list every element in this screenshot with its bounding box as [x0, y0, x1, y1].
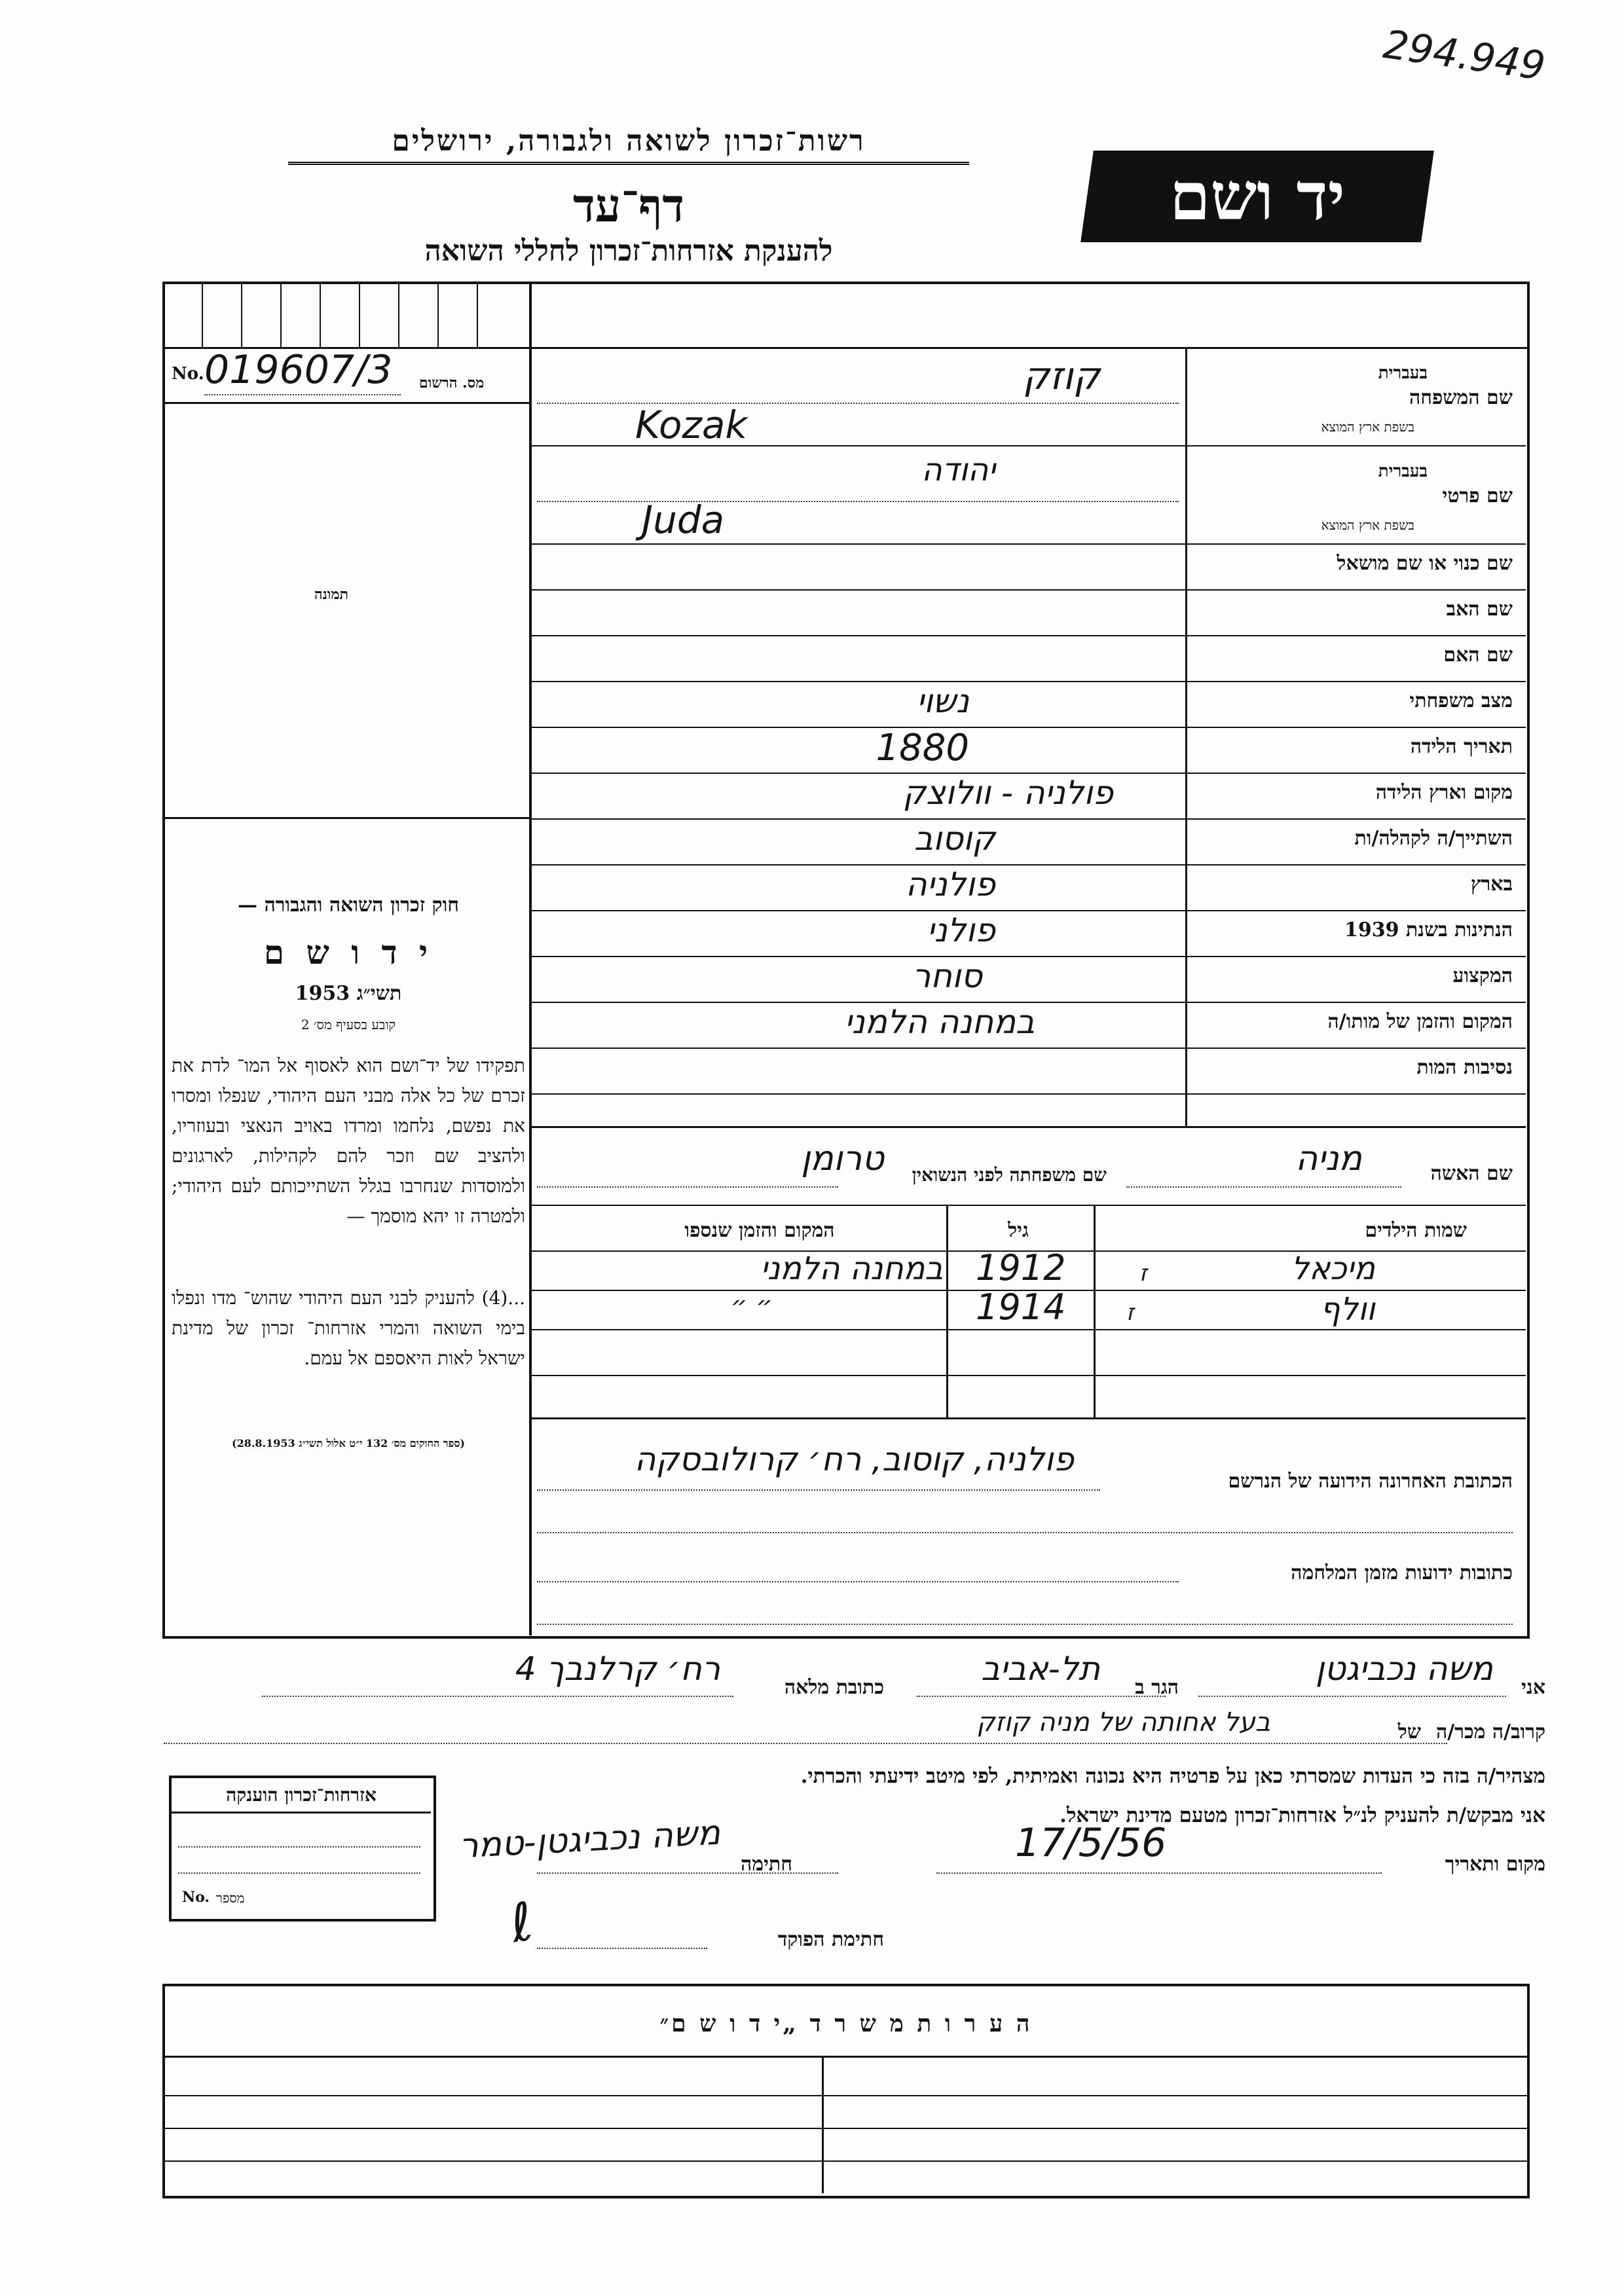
marital-status-value: נשוי	[916, 682, 969, 720]
law-year: תשי״ג 1953	[295, 982, 402, 1005]
marital-status-label: מצב משפחתי	[1409, 689, 1513, 712]
citizenship-box-number-label: מספר	[216, 1890, 245, 1906]
law-citation: (ספר החוקים מס׳ 132 י״ט אלול תשי״ג 28.8.1953)	[232, 1437, 465, 1449]
death-circumstances-label: נסיבות המות	[1416, 1056, 1513, 1079]
child-2-name: וולף	[1320, 1291, 1375, 1328]
child-2-place: ״ ״	[730, 1291, 773, 1321]
war-addresses-label: כתובות ידועות מזמן המלחמה	[1291, 1561, 1513, 1584]
last-address-label: הכתובת האחרונה הידועה של הנרשם	[1228, 1470, 1513, 1493]
photo-label: תמונה	[314, 586, 348, 603]
family-name-label: שם המשפחה	[1409, 386, 1513, 409]
child-1-age: 1912	[976, 1247, 1066, 1288]
witness-declaration: מצהיר/ה בזה כי העדות שמסרתי כאן על פרטיה היא נכונה ואמיתית, לפי מיטב ידיעתי והכרתי.	[800, 1764, 1545, 1788]
law-clause: קובע בסעיף מס׳ 2	[301, 1017, 396, 1032]
first-name-origin-label: בשפת ארץ המוצא	[1321, 517, 1414, 533]
witness-address: רח׳ קרלנבך 4	[515, 1650, 720, 1688]
citizenship-1939-label: הנתינות בשנת 1939	[1344, 919, 1513, 941]
country-label: בארץ	[1470, 873, 1513, 896]
country-value: פולניה	[905, 866, 995, 903]
first-name-label: שם פרטי	[1442, 484, 1513, 507]
form-subtitle: להענקת אזרחות־זכרון לחללי השואה	[424, 234, 833, 268]
witness-city: תל-אביב	[981, 1650, 1100, 1688]
family-name-origin-label: בשפת ארץ המוצא	[1321, 419, 1414, 435]
family-name-hebrew-label: בעברית	[1378, 363, 1428, 383]
signature-label: חתימה	[741, 1853, 792, 1876]
registration-number: 019607/3	[204, 347, 393, 393]
witness-i-label: אני	[1521, 1676, 1545, 1699]
wife-maiden-label: שם משפחתה לפני הנשואין	[912, 1164, 1107, 1186]
father-name-label: שם האב	[1446, 598, 1513, 621]
wife-maiden-value: טרומן	[801, 1139, 884, 1178]
death-place-value: במחנה הלמני	[844, 1003, 1035, 1041]
label-column-divider	[1185, 347, 1187, 1126]
authority-title: רשות־זכרון לשואה ולגבורה, ירושלים	[288, 124, 969, 165]
witness-relation-label: קרוב/ה מכר/ה	[1436, 1721, 1545, 1743]
child-1-place: במחנה הלמני	[760, 1250, 943, 1287]
family-name-hebrew-value: קוזק	[1022, 354, 1100, 398]
office-notes-title: ה ע ר ו ת מ ש ר ד „י ד ו ש ם״	[659, 2010, 1033, 2037]
first-name-hebrew-value: יהודה	[921, 452, 995, 488]
law-text-2: ...(4) להעניק לבני העם היהודי שהוש־ מדו ונפלו בימי השואה והמרי אזרחות־ זכרון של מדינת ישראל לאות היאספם אל עמם.	[172, 1287, 525, 1369]
citizenship-1939-value: פולני	[927, 911, 995, 949]
profession-label: המקצוע	[1452, 964, 1513, 987]
wife-name-value: מניה	[1295, 1139, 1362, 1178]
nickname-label: שם כנוי או שם מושאל	[1337, 552, 1513, 575]
law-name: י ד ו ש ם	[263, 933, 434, 972]
place-date-value: 17/5/56	[1015, 1820, 1167, 1866]
citizenship-box-title: אזרחות־זכרון הוענקה	[172, 1784, 431, 1813]
witness-relation-suffix: של	[1397, 1721, 1421, 1743]
officer-signature-mark: ℓ	[506, 1890, 538, 1955]
law-text-1: תפקידו של יד־ושם הוא לאסוף אל המו־ לדת את זכרם של כל אלה מבני העם היהודי, שנפלו ומסרו את נפשם, נלחמו ומרדו באויב הנאצי ובעוזריו, ולהציב שם וזכר להם לקהילות, לארגונים ולמוסדות שנחרבו בגלל השתייכותם לעם היהודי; ולמטרה זו יהא מוסמך —	[172, 1055, 525, 1227]
last-address-value: פולניה, קוסוב, רח׳ קרולובסקה	[634, 1440, 1074, 1478]
family-name-origin-value: Kozak	[635, 403, 748, 447]
registration-no-label: No.	[172, 364, 204, 384]
archive-number: 294.949	[1380, 22, 1548, 90]
law-title: חוק זכרון השואה והגבורה —	[238, 894, 459, 917]
profession-value: סוחר	[912, 957, 982, 995]
witness-name: משה נכביגטן	[1315, 1650, 1493, 1688]
witness-request: אני מבקש/ת להעניק לנ״ל אזרחות־זכרון מטעם מדינת ישראל.	[1060, 1804, 1545, 1827]
yad-vashem-logo	[1080, 151, 1434, 242]
children-place-header: המקום והזמן שנספו	[684, 1219, 835, 1242]
witness-address-label: כתובת מלאה	[784, 1676, 884, 1699]
witness-lives-label: הגר ב	[1135, 1676, 1179, 1699]
wife-label: שם האשה	[1430, 1162, 1513, 1185]
birth-place-value: פולניה - וולוצק	[902, 774, 1113, 812]
community-label: השתייך/ה לקהלה/ות	[1354, 827, 1513, 850]
place-date-label: מקום ותאריך	[1445, 1853, 1545, 1876]
form-title: דף־עד	[572, 178, 684, 232]
citizenship-box-no-label: No.	[182, 1889, 210, 1906]
child-1-name: מיכאל	[1291, 1250, 1375, 1287]
logo-text: יד ושם	[1170, 158, 1345, 235]
column-divider	[529, 282, 532, 1635]
first-name-origin-value: Juda	[642, 498, 725, 542]
first-name-hebrew-label: בעברית	[1378, 462, 1428, 481]
children-age-header: גיל	[1008, 1219, 1029, 1242]
witness-relation: בעל אחותה של מניה קוזק	[976, 1707, 1270, 1738]
children-names-header: שמות הילדים	[1365, 1219, 1467, 1242]
witness-signature: משה נכביגטן-טמר	[458, 1813, 722, 1867]
registration-label: מס. הרשום	[419, 374, 485, 392]
death-place-label: המקום והזמן של מותו/ה	[1327, 1010, 1513, 1033]
birth-date-value: 1880	[876, 727, 969, 769]
birth-place-label: מקום וארץ הלידה	[1375, 781, 1513, 804]
officer-signature-label: חתימת הפוקד	[777, 1928, 884, 1951]
birth-date-label: תאריך הלידה	[1410, 735, 1513, 758]
child-2-age: 1914	[976, 1286, 1066, 1328]
community-value: קוסוב	[913, 820, 995, 858]
child-1-sex: ז	[1139, 1260, 1147, 1286]
mother-name-label: שם האם	[1443, 644, 1513, 666]
child-2-sex: ז	[1126, 1300, 1134, 1326]
